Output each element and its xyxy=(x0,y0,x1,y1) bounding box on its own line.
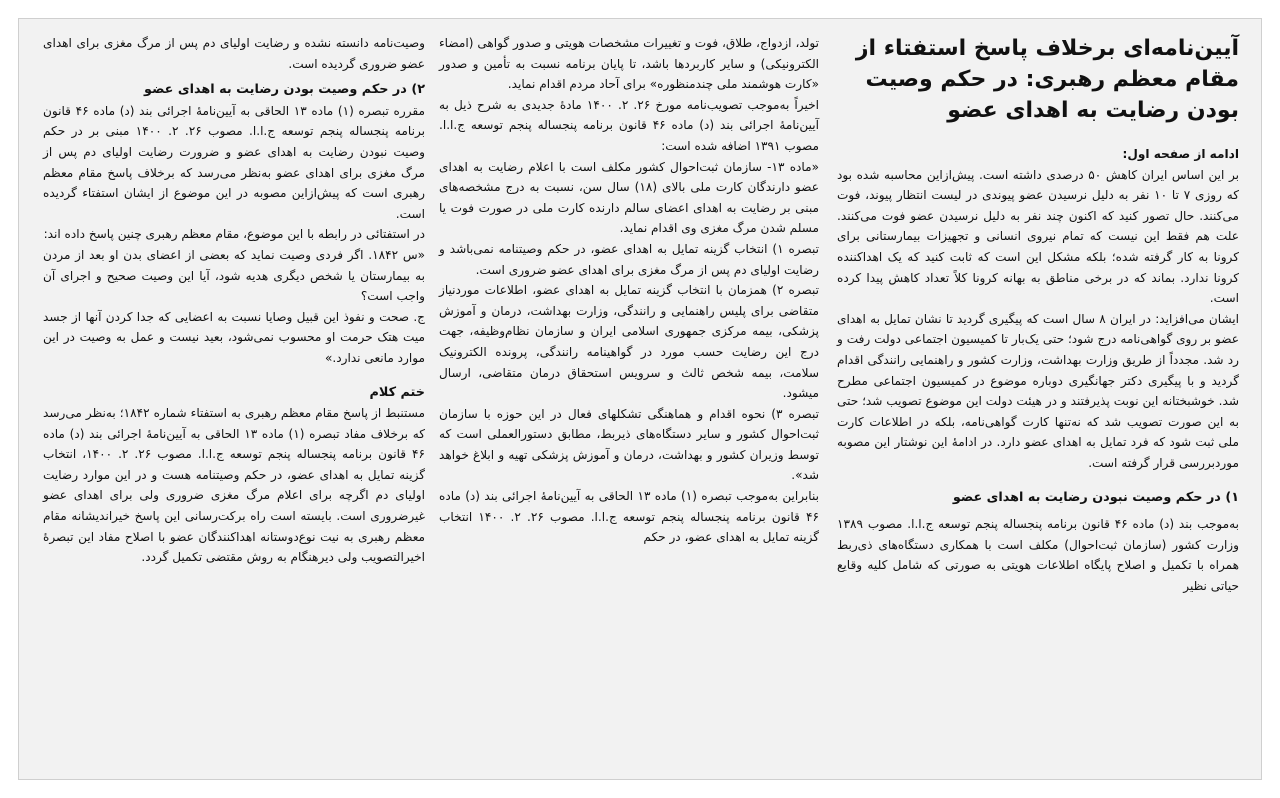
paragraph: به‌موجب بند (د) ماده ۴۶ قانون برنامه پنجساله پنجم توسعه ج.ا.ا. مصوب ۱۳۸۹ وزارت کشور (سازمان ثبت‌احوال) مکلف است با همکاری دستگاه‌های ذی‌ربط همراه با تکمیل و اصلاح پایگاه اطلاعات هویتی به صورتی که شامل کلیه وقایع حیاتی نظیر xyxy=(837,517,1239,593)
section-heading: ۱) در حکم وصیت نبودن رضایت به اهدای عضو xyxy=(952,489,1239,505)
paragraph: بر این اساس ایران کاهش ۵۰ درصدی داشته است. پیش‌ازاین محاسبه شده بود که روزی ۷ تا ۱۰ نفر به دلیل نرسیدن عضو پیوندی در لیست انتظار پیوند، فوت می‌کنند. حال تصور کنید که اکنون چند نفر به دلیل نرسیدن عضو فوت می‌کنند. علت هم فقط این نیست که تمام نیروی انسانی و تجهیزات بیمارستانی برای کرونا به کار گرفته شده؛ بلکه مشکل این است که ثابت کنید که یک اهداکننده کرونا ندارد. بماند که در برخی مناطق به بهانه کرونا کلاً تعداد کاهش پیدا کرده است. xyxy=(837,167,1240,306)
paragraph: در استفتائی در رابطه با این موضوع، مقام معظم رهبری چنین پاسخ داده اند: xyxy=(43,227,425,242)
middle-column xyxy=(439,33,819,548)
section-heading: ختم کلام xyxy=(369,384,425,400)
paragraph: وصیت‌نامه دانسته نشده و رضایت اولیای دم پس از مرگ مغزی برای اهدای عضو ضروری گردیده است. xyxy=(43,36,425,71)
paragraph: مقرره تبصره (۱) ماده ۱۳ الحاقی به آیین‌نامهٔ اجرائی بند (د) ماده ۴۶ قانون برنامه پنجساله پنجم توسعه ج.ا.ا. مصوب ۲۶. ۲. ۱۴۰۰ مبنی بر در حکم وصیت نبودن رضایت به اهدای عضو و ضرورت رضایت اولیای دم پس از مرگ مغزی برای اهدای عضو به‌نظر می‌رسد که برخلاف پاسخ مقام معظم رهبری است که پیش‌ازاین مصوبه در این موضوع از ایشان استفتاء گردیده است. xyxy=(43,103,425,221)
paragraph: مستنبط از پاسخ مقام معظم رهبری به استفتاء شماره ۱۸۴۲؛ به‌نظر می‌رسد که برخلاف مفاد تبصره (۱) ماده ۱۳ الحاقی به آیین‌نامهٔ اجرائی بند (د) ماده ۴۶ قانون برنامه پنجساله پنجم توسعه ج.ا.ا. مصوب ۲۶. ۲. ۱۴۰۰، انتخاب گزینه تمایل به اهدای عضو، در حکم وصیتنامه هست و در این موارد رضایت اولیای دم اگرچه برای اعلام مرگ مغزی ضروری ولی برای اهدای عضو غیرضروری است. بایسته است راه برکت‌رسانی این پاسخ خیراندیشانه مقام معظم رهبری به نیت نوع‌دوستانه اهداکنندگان عضو با اصلاح مفاد این تبصرهٔ اخیرالتصویب ولی دیرهنگام به روش مقتضی تکمیل گردد. xyxy=(43,406,425,565)
paragraph: «ماده ۱۳- سازمان ثبت‌احوال کشور مکلف است با اعلام رضایت به اهدای عضو دارندگان کارت ملی بالای (۱۸) سال سن، نسبت به درج مشخصه‌های مبنی بر رضایت به اهدای اعضای سالم دارنده کارت ملی در صورت فوت یا مسلم شدن مرگ مغزی وی اقدام نماید. xyxy=(439,159,819,236)
paragraph: بنابراین به‌موجب تبصره (۱) ماده ۱۳ الحاقی به آیین‌نامهٔ اجرائی بند (د) ماده ۴۶ قانون برنامه پنجساله پنجم توسعه ج.ا.ا. مصوب ۲۶. ۲. ۱۴۰۰ انتخاب گزینه تمایل به اهدای عضو، در حکم xyxy=(439,489,820,545)
left-column xyxy=(43,33,425,568)
right-column xyxy=(837,33,1239,596)
paragraph: ایشان می‌افزاید: در ایران ۸ سال است که پیگیری گردید تا نشان تمایل به اهدای عضو بر روی گواهی‌نامه درج شود؛ حتی یک‌بار تا کمیسیون اجتماعی دولت رفت و رد شد. مجدداً از طریق وزارت بهداشت، وزارت کشور و راهنمایی رانندگی اقدام گردید و با پیگیری دکتر جهانگیری دوباره موضوع در کمیسیون اجتماعی مطرح شد. خوشبختانه این نوبت پذیرفتند و در هیئت دولت این موضوع تصویب شد؛ حتی به این صورت تصویب شد که نه‌تنها کارت گواهی‌نامه، بلکه در اطلاعات کارت ملی ثبت شود که فرد تمایل به اهدای عضو دارد. در ادامهٔ این نوشتار این مصوبه موردبررسی قرار گرفته است. xyxy=(837,311,1239,470)
continued-label: ادامه از صفحه اول: xyxy=(1122,147,1239,161)
article-headline: آیین‌نامه‌ای برخلاف پاسخ استفتاء از مقام معظم رهبری: در حکم وصیت بودن رضایت به اهدای عضو xyxy=(855,36,1239,123)
paragraph: تولد، ازدواج، طلاق، فوت و تغییرات مشخصات هویتی و صدور گواهی (امضاء الکترونیکی) و سایر کاربردها باشد، تا پایان برنامه نسبت به تأمین و صدور «کارت هوشمند ملی چندمنظوره» برای آحاد مردم اقدام نماید. xyxy=(439,36,819,92)
paragraph: ج. صحت و نفوذ این قبیل وصایا نسبت به اعضایی که جدا کردن آنها از جسد میت هتک حرمت او محسوب نمی‌شود، بعید نیست و عمل به وصیت در این موارد مانعی ندارد.» xyxy=(43,309,425,365)
newspaper-page xyxy=(18,18,1262,780)
paragraph: تبصره ۲) همزمان با انتخاب گزینه تمایل به اهدای عضو، اطلاعات موردنیاز متقاضی برای پلیس راهنمایی و رانندگی، وزارت بهداشت، درمان و آموزش پزشکی، بیمه مرکزی جمهوری اسلامی ایران و سازمان نظام‌وظیفه، جهت درج این رضایت حسب مورد در گواهینامه رانندگی، پرونده الکترونیک سلامت، بیمه شخص ثالث و سرویس استحقاق درمان متقاضی، ارسال میشود. xyxy=(439,283,819,401)
section-heading: ۲) در حکم وصیت بودن رضایت به اهدای عضو xyxy=(144,82,425,98)
paragraph: تبصره ۱) انتخاب گزینه تمایل به اهدای عضو، در حکم وصیتنامه نمی‌باشد و رضایت اولیای دم پس از مرگ مغزی برای اهدای عضو ضروری است. xyxy=(439,241,819,277)
paragraph: تبصره ۳) نحوه اقدام و هماهنگی تشکلهای فعال در این حوزه با سازمان ثبت‌احوال کشور و سایر دستگاه‌های ذیربط، مطابق دستورالعملی است که توسط وزیران کشور و بهداشت، درمان و آموزش پزشکی تهیه و ابلاغ خواهد شد». xyxy=(439,406,819,483)
paragraph: «س ۱۸۴۲. اگر فردی وصیت نماید که بعضی از اعضای بدن او بعد از مردن به بیمارستان یا شخص دیگری هدیه شود، آیا این وصیت صحیح و اجرای آن واجب است؟ xyxy=(43,247,425,304)
paragraph: اخیراً به‌موجب تصویب‌نامه مورخ ۲۶. ۲. ۱۴۰۰ مادهٔ جدیدی به شرح ذیل به آیین‌نامهٔ اجرائی بند (د) ماده ۴۶ قانون برنامه پنجساله پنجم توسعه ج.ا.ا. مصوب ۱۳۹۱ اضافه شده است: xyxy=(439,97,820,153)
